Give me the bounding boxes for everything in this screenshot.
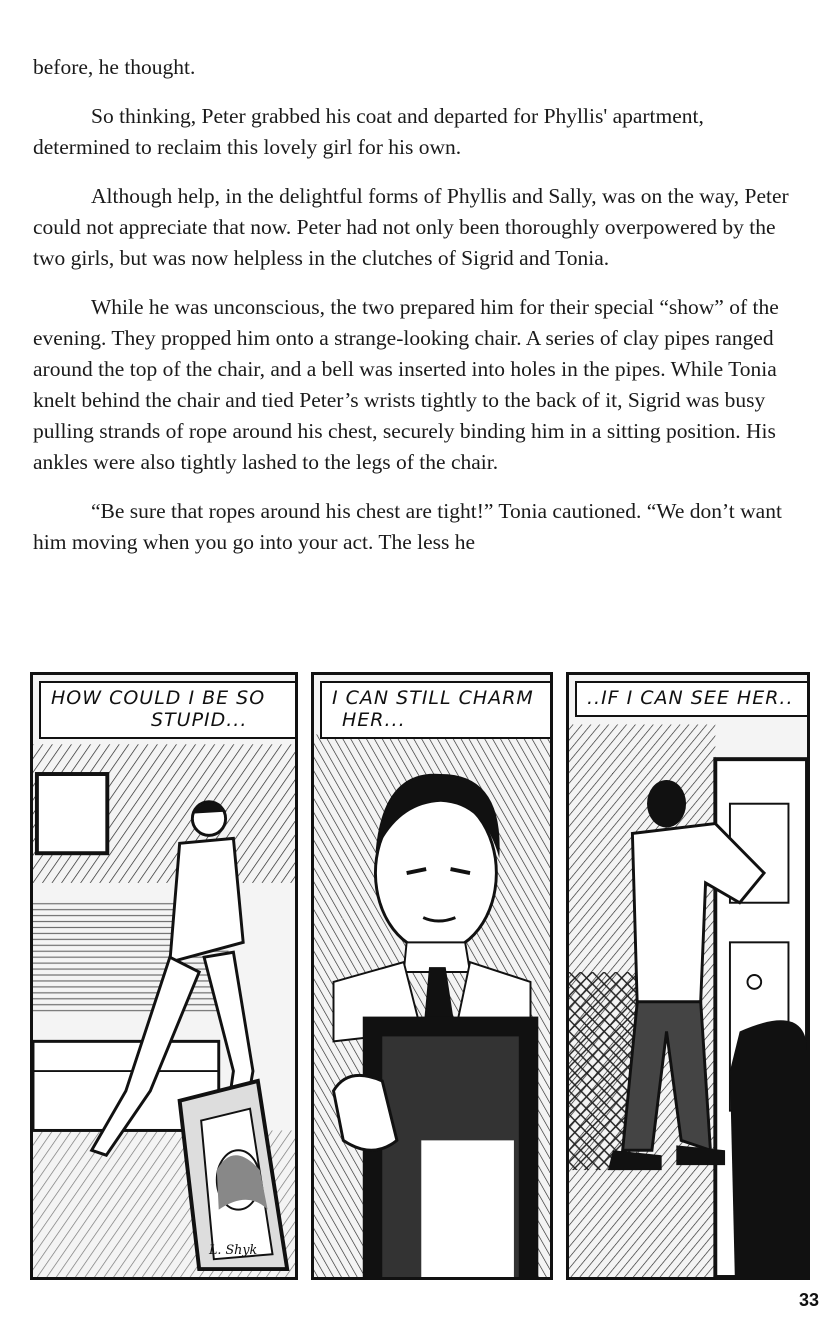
caption-2-line-2: HER... xyxy=(342,709,406,731)
caption-1-line-2: STUPID... xyxy=(151,709,248,731)
paragraph-1: before, he thought. xyxy=(33,55,196,79)
caption-2-line-1: I CAN STILL CHARM xyxy=(332,687,534,709)
caption-box-2 xyxy=(320,681,552,739)
paragraph-5: “Be sure that ropes around his chest are tight!” Tonia cautioned. “We don’t want him moving when you go into your act. The less he xyxy=(33,499,782,554)
caption-1-line-1: HOW COULD I BE SO xyxy=(51,687,266,709)
paragraph-2: So thinking, Peter grabbed his coat and departed for Phyllis' apartment, determined to reclaim this lovely girl for his own. xyxy=(33,104,704,159)
body-text xyxy=(33,52,803,576)
caption-box-1 xyxy=(39,681,297,739)
panel-3-illustration xyxy=(569,675,807,1277)
comic-strip xyxy=(30,672,810,1284)
caption-3-line-1: ..IF I CAN SEE HER.. xyxy=(587,687,794,709)
comic-panel-3 xyxy=(566,672,810,1280)
comic-panel-1 xyxy=(30,672,298,1280)
artist-signature: L. Shyk xyxy=(208,1243,258,1259)
panel-2-illustration xyxy=(314,675,550,1277)
comic-panel-2 xyxy=(311,672,553,1280)
caption-box-3 xyxy=(575,681,809,717)
page-number: 33 xyxy=(798,1290,819,1310)
panel-1-illustration xyxy=(33,675,295,1277)
paragraph-3: Although help, in the delightful forms of Phyllis and Sally, was on the way, Peter could not appreciate that now. Peter had not only been thoroughly overpowered by the two girls, but was now helpless in the clutches of Sigrid and Tonia. xyxy=(33,184,789,270)
paragraph-4: While he was unconscious, the two prepared him for their special “show” of the evening. They propped him onto a strange-looking chair. A series of clay pipes ranged around the top of the chair, and a bell was inserted into holes in the pipes. While Tonia knelt behind the chair and tied Peter’s wrists tightly to the back of it, Sigrid was busy pulling strands of rope around his chest, securely binding him in a sitting position. His ankles were also tightly lashed to the legs of the chair. xyxy=(33,295,779,474)
